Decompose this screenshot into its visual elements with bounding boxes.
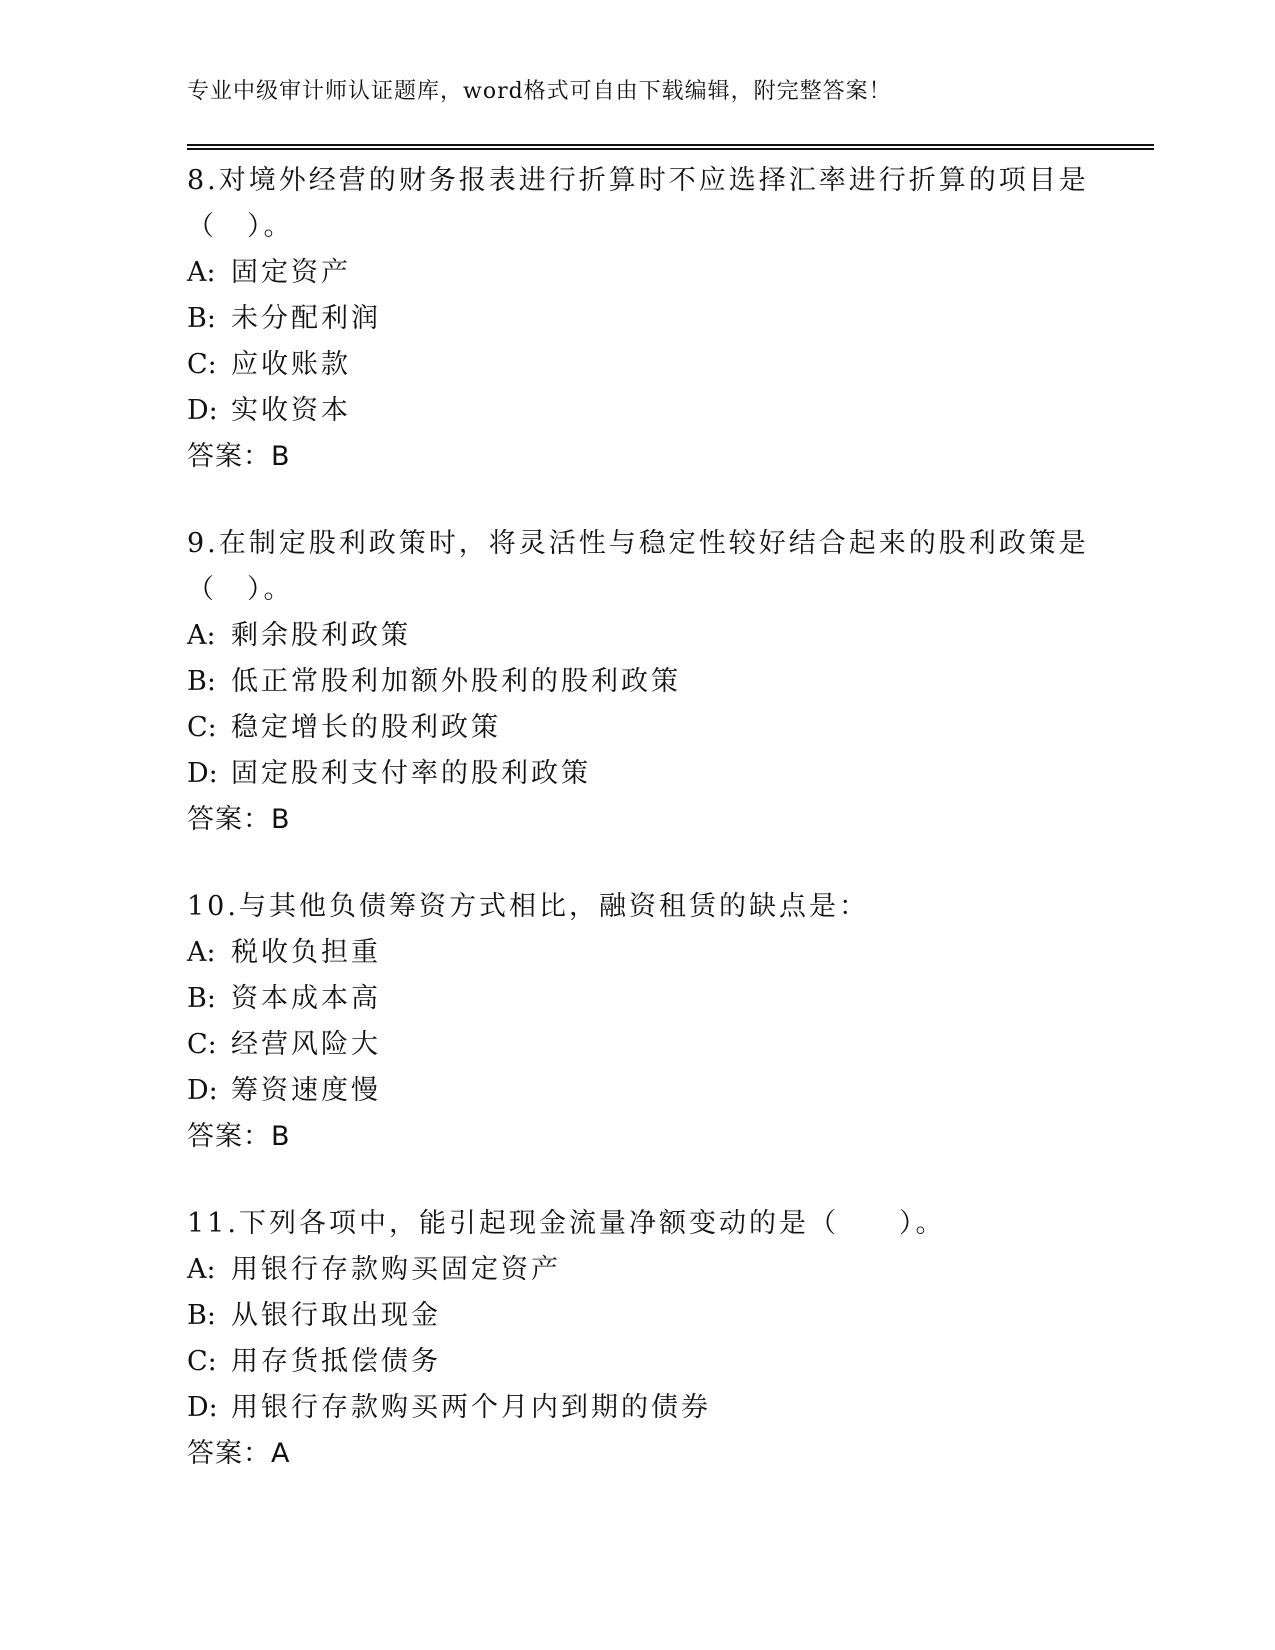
option-text: 筹资速度慢 <box>231 1075 381 1106</box>
answer-line <box>187 797 1167 843</box>
option-text: 稳定增长的股利政策 <box>231 712 501 743</box>
question-stem-line: 9.在制定股利政策时，将灵活性与稳定性较好结合起来的股利政策是 <box>187 528 1089 559</box>
option-b <box>187 659 1167 705</box>
option-a <box>187 613 1167 659</box>
question-11 <box>187 1201 1167 1477</box>
option-text: 应收账款 <box>231 349 351 380</box>
option-b <box>187 296 1167 342</box>
option-d <box>187 751 1167 797</box>
option-text: 用存货抵偿债务 <box>231 1346 441 1377</box>
option-c <box>187 342 1167 388</box>
question-stem-line: 8.对境外经营的财务报表进行折算时不应选择汇率进行折算的项目是 <box>187 165 1089 196</box>
option-c <box>187 1339 1167 1385</box>
option-letter: C: <box>187 349 217 380</box>
option-letter: C: <box>187 1029 217 1060</box>
option-d <box>187 1068 1167 1114</box>
option-d <box>187 388 1167 434</box>
option-text: 资本成本高 <box>231 983 381 1014</box>
answer-label: 答案： <box>187 804 271 835</box>
option-letter: B: <box>187 983 216 1014</box>
option-text: 固定股利支付率的股利政策 <box>231 758 591 789</box>
option-letter: B: <box>187 303 216 334</box>
question-list <box>187 158 1167 1518</box>
option-c <box>187 705 1167 751</box>
option-text: 剩余股利政策 <box>231 620 411 651</box>
option-letter: A: <box>187 1254 216 1285</box>
option-d <box>187 1385 1167 1431</box>
answer-line <box>187 434 1167 480</box>
option-a <box>187 250 1167 296</box>
document-header: 专业中级审计师认证题库，word格式可自由下载编辑，附完整答案！ <box>187 79 892 104</box>
option-b <box>187 976 1167 1022</box>
answer-label: 答案： <box>187 1121 271 1152</box>
option-b <box>187 1293 1167 1339</box>
option-text: 固定资产 <box>231 257 351 288</box>
option-text: 从银行取出现金 <box>231 1300 441 1331</box>
option-letter: A: <box>187 620 216 651</box>
question-stem-line: （ ）。 <box>187 574 294 605</box>
option-text: 用银行存款购买两个月内到期的债券 <box>231 1392 711 1423</box>
option-text: 用银行存款购买固定资产 <box>231 1254 561 1285</box>
option-letter: C: <box>187 712 217 743</box>
answer-value: A <box>271 1438 291 1469</box>
option-text: 未分配利润 <box>231 303 381 334</box>
option-letter: D: <box>187 1075 218 1106</box>
option-letter: A: <box>187 257 216 288</box>
option-text: 税收负担重 <box>231 937 381 968</box>
answer-label: 答案： <box>187 441 271 472</box>
answer-value: B <box>271 804 291 835</box>
option-letter: B: <box>187 666 216 697</box>
option-letter: D: <box>187 1392 218 1423</box>
option-c <box>187 1022 1167 1068</box>
option-letter: A: <box>187 937 216 968</box>
option-letter: D: <box>187 758 218 789</box>
question-stem-line: （ ）。 <box>187 211 294 242</box>
question-8 <box>187 158 1167 480</box>
option-letter: C: <box>187 1346 217 1377</box>
question-stem-line: 10.与其他负债筹资方式相比，融资租赁的缺点是： <box>187 891 869 922</box>
answer-value: B <box>271 441 291 472</box>
option-letter: B: <box>187 1300 216 1331</box>
header-double-rule <box>187 144 1154 150</box>
option-a <box>187 930 1167 976</box>
option-text: 实收资本 <box>231 395 351 426</box>
option-text: 经营风险大 <box>231 1029 381 1060</box>
answer-line <box>187 1114 1167 1160</box>
question-stem-line: 11.下列各项中，能引起现金流量净额变动的是（ ）。 <box>187 1208 946 1239</box>
question-10 <box>187 884 1167 1160</box>
option-letter: D: <box>187 395 218 426</box>
option-text: 低正常股利加额外股利的股利政策 <box>231 666 681 697</box>
answer-value: B <box>271 1121 291 1152</box>
answer-label: 答案： <box>187 1438 271 1469</box>
question-9 <box>187 521 1167 843</box>
option-a <box>187 1247 1167 1293</box>
answer-line <box>187 1431 1167 1477</box>
